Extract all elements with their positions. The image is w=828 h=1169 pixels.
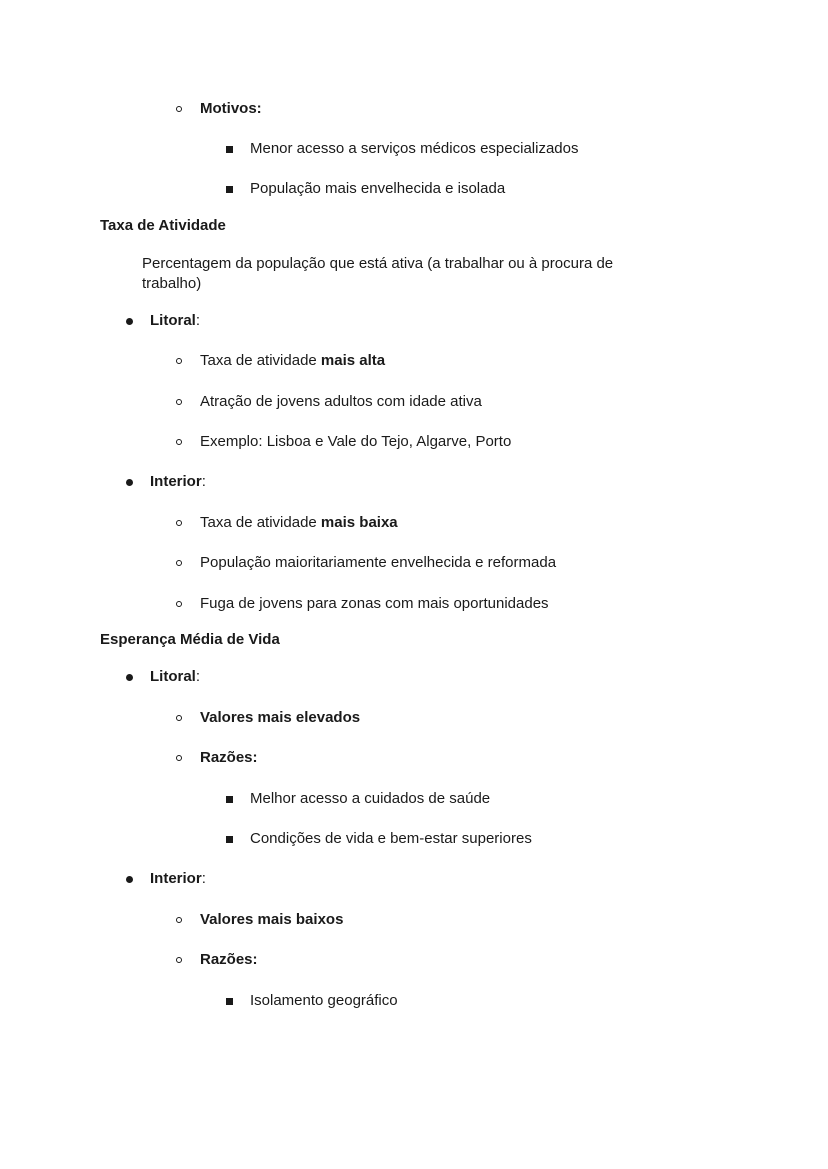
circle-bullet-icon	[176, 520, 182, 526]
list-item-emphasis: mais baixa	[320, 514, 398, 531]
motivos-label: Motivos:	[200, 100, 262, 117]
list-item-text: Valores mais elevados	[200, 709, 361, 726]
list-item-text: Taxa de atividade	[200, 514, 321, 531]
razoes-label: Razões:	[200, 749, 258, 766]
disc-bullet-icon	[126, 479, 133, 486]
circle-bullet-icon	[176, 106, 182, 112]
list-item-text: População maioritariamente envelhecida e reformada	[200, 554, 557, 571]
circle-bullet-icon	[176, 917, 182, 923]
circle-bullet-icon	[176, 560, 182, 566]
list-item-text: Menor acesso a serviços médicos especializados	[250, 140, 579, 157]
square-bullet-icon	[226, 146, 233, 153]
disc-bullet-icon	[126, 876, 133, 883]
disc-bullet-icon	[126, 674, 133, 681]
list-item	[0, 594, 828, 614]
list-item-text: Isolamento geográfico	[250, 992, 398, 1009]
circle-bullet-icon	[176, 358, 182, 364]
colon: :	[195, 312, 201, 329]
list-item-litoral	[0, 311, 828, 331]
litoral-label: Litoral	[150, 312, 196, 329]
list-item	[0, 789, 828, 809]
square-bullet-icon	[226, 836, 233, 843]
list-item-text: Valores mais baixos	[200, 911, 344, 928]
square-bullet-icon	[226, 998, 233, 1005]
colon: :	[201, 473, 206, 490]
section-heading-esperanca-vida: Esperança Média de Vida	[100, 631, 280, 648]
list-item	[0, 553, 828, 573]
section-description: Percentagem da população que está ativa (a trabalhar ou à procura de trabalho)	[142, 255, 614, 292]
list-item-text: Taxa de atividade	[200, 352, 321, 369]
list-item	[0, 179, 828, 199]
list-item	[0, 991, 828, 1011]
list-item-emphasis: mais alta	[320, 352, 386, 369]
circle-bullet-icon	[176, 439, 182, 445]
disc-bullet-icon	[126, 318, 133, 325]
list-item	[0, 432, 828, 452]
list-item	[0, 910, 828, 930]
list-item	[0, 708, 828, 728]
circle-bullet-icon	[176, 715, 182, 721]
circle-bullet-icon	[176, 399, 182, 405]
list-item-interior	[0, 472, 828, 492]
list-item-litoral	[0, 667, 828, 687]
list-item-razoes	[0, 950, 828, 970]
circle-bullet-icon	[176, 601, 182, 607]
section-heading-taxa-atividade: Taxa de Atividade	[100, 217, 226, 234]
interior-label: Interior	[150, 870, 202, 887]
interior-label: Interior	[150, 473, 202, 490]
square-bullet-icon	[226, 796, 233, 803]
list-item	[0, 513, 828, 533]
list-item-text: Atração de jovens adultos com idade ativa	[200, 393, 482, 410]
colon: :	[195, 668, 201, 685]
list-item	[0, 139, 828, 159]
colon: :	[201, 870, 206, 887]
list-item	[0, 829, 828, 849]
list-item	[0, 351, 828, 371]
square-bullet-icon	[226, 186, 233, 193]
list-item-motivos	[0, 99, 828, 119]
list-item-text: Condições de vida e bem-estar superiores	[250, 830, 532, 847]
litoral-label: Litoral	[150, 668, 196, 685]
list-item-razoes	[0, 748, 828, 768]
list-item-text: Melhor acesso a cuidados de saúde	[250, 790, 491, 807]
razoes-label: Razões:	[200, 951, 258, 968]
circle-bullet-icon	[176, 957, 182, 963]
list-item-text: Exemplo: Lisboa e Vale do Tejo, Algarve, Porto	[200, 433, 512, 450]
circle-bullet-icon	[176, 755, 182, 761]
list-item-text: População mais envelhecida e isolada	[250, 180, 506, 197]
list-item	[0, 392, 828, 412]
list-item-interior	[0, 869, 828, 889]
list-item-text: Fuga de jovens para zonas com mais oportunidades	[200, 595, 549, 612]
